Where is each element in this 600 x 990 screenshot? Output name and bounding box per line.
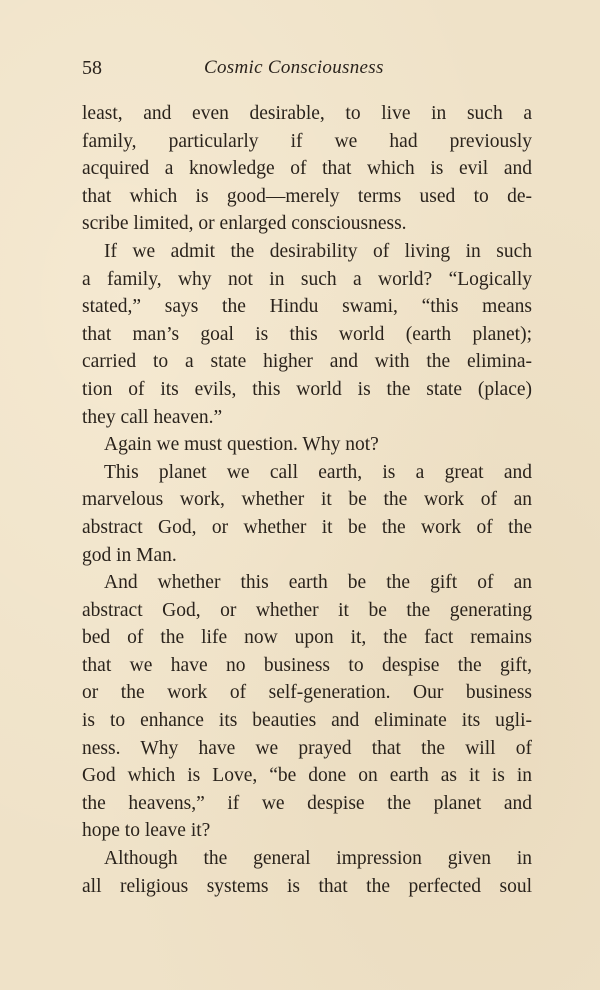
text-line: scribe limited, or enlarged consciousness. [82,213,407,235]
page-number: 58 [82,57,102,79]
text-line: ness. Why have we prayed that the will of [82,737,532,759]
text-line: is to enhance its beauties and eliminate its ugli- [82,710,532,732]
paragraph [82,100,532,238]
text-line: that man’s goal is this world (earth planet); [82,323,532,345]
paragraph [82,238,532,431]
text-line: a family, why not in such a world? “Logically [82,268,532,290]
running-head [82,55,532,85]
text-line: that we have no business to despise the gift, [82,654,532,676]
text-line: bed of the life now upon it, the fact remains [82,627,532,649]
text-line: And whether this earth be the gift of an [104,572,532,594]
running-title: Cosmic Consciousness [204,57,384,78]
text-line: marvelous work, whether it be the work of an [82,489,532,511]
text-line: acquired a knowledge of that which is evil and [82,158,532,180]
text-line: stated,” says the Hindu swami, “this means [82,296,532,318]
text-line: Although the general impression given in [104,848,532,870]
paragraph [82,569,532,845]
text-line: God which is Love, “be done on earth as it is in [82,765,532,787]
text-line: hope to leave it? [82,820,211,842]
paragraph [82,431,532,459]
text-line: Again we must question. Why not? [104,434,379,456]
body-text [82,100,532,900]
text-line: god in Man. [82,544,177,566]
text-line: the heavens,” if we despise the planet and [82,792,532,814]
text-line: or the work of self-generation. Our business [82,682,532,704]
text-line: all religious systems is that the perfected soul [82,875,532,897]
text-line: least, and even desirable, to live in such a [82,103,532,124]
text-line: that which is good—merely terms used to de- [82,185,532,207]
text-line: This planet we call earth, is a great and [104,461,532,483]
paragraph [82,459,532,569]
book-page [82,55,532,900]
text-line: they call heaven.” [82,406,223,428]
text-line: family, particularly if we had previously [82,130,532,152]
text-line: abstract God, or whether it be the generating [82,599,532,621]
paragraph [82,845,532,900]
text-line: carried to a state higher and with the elimina- [82,351,532,373]
text-line: If we admit the desirability of living in such [104,240,532,262]
text-line: abstract God, or whether it be the work of the [82,516,532,538]
text-line: tion of its evils, this world is the state (place) [82,378,532,400]
